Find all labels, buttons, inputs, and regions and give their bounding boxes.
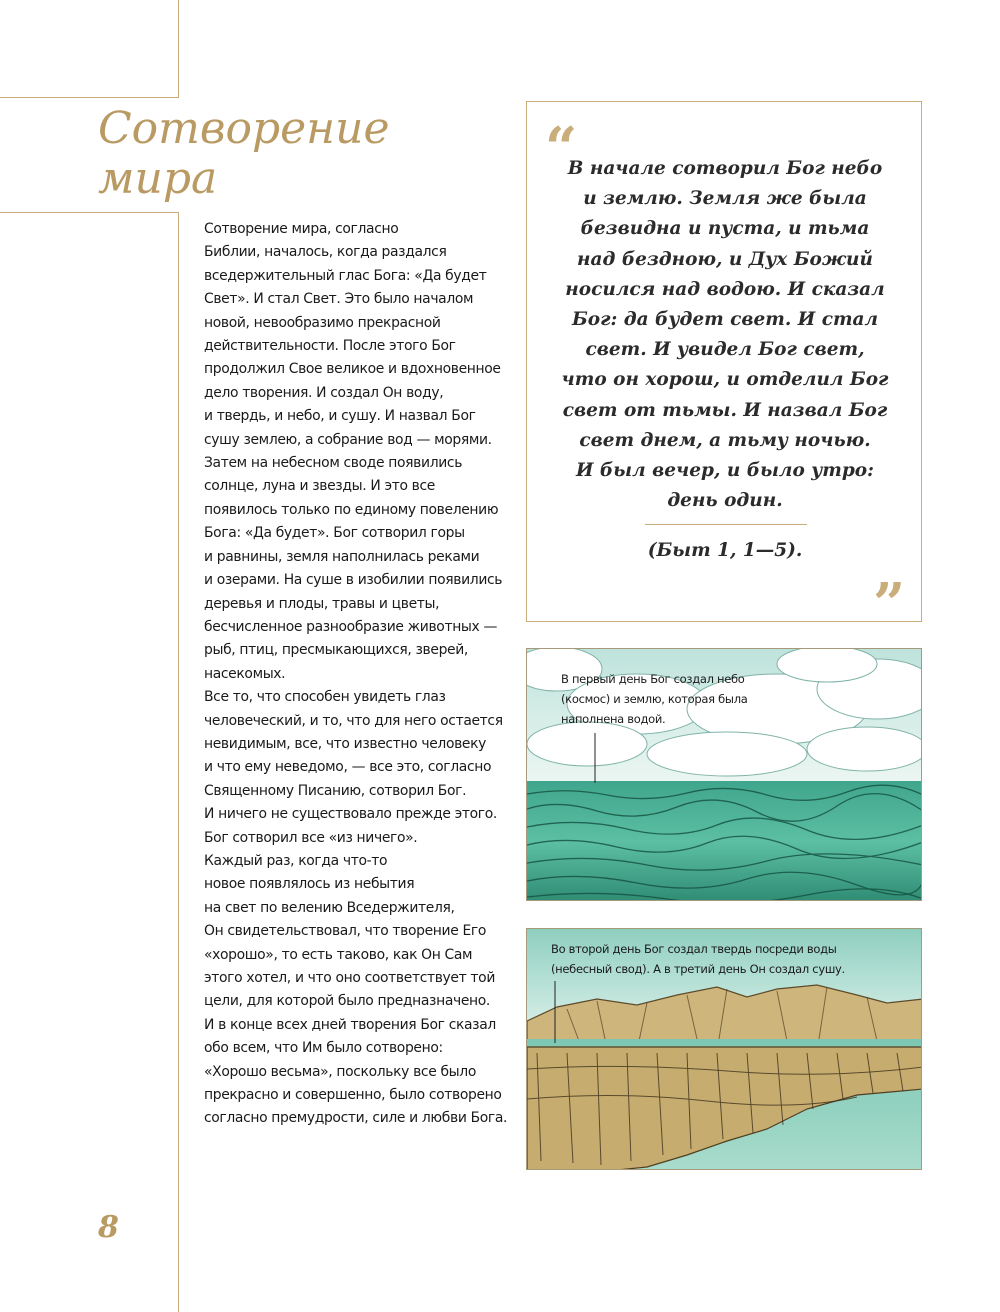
- left-column-vertical-rule: [178, 212, 179, 1312]
- body-line: дело творения. И создал Он воду,: [204, 384, 444, 401]
- caption-line: наполнена водой.: [561, 712, 666, 726]
- caption-line: Во второй день Бог создал твердь посреди воды: [551, 942, 837, 956]
- body-line: новое появлялось из небытия: [204, 876, 415, 893]
- title-line-2: мира: [98, 153, 218, 204]
- body-line: прекрасно и совершенно, было сотворено: [204, 1087, 502, 1104]
- title-line-1: Сотворение: [98, 103, 390, 154]
- quote-line: свет днем, а тьму ночью.: [579, 429, 871, 451]
- quote-line: что он хорош, и отделил Бог: [561, 369, 889, 391]
- body-line: Затем на небесном своде появились: [204, 455, 463, 472]
- body-line: Бог сотворил все «из ничего».: [204, 829, 418, 846]
- land-illustration-caption: [551, 939, 845, 979]
- body-line: этого хотел, и что оно соответствует той: [204, 970, 495, 986]
- body-line: цели, для которой было предназначено.: [204, 993, 490, 1010]
- scripture-reference: (Быт 1, 1—5).: [647, 540, 803, 561]
- quote-line: и землю. Земля же была: [583, 188, 867, 210]
- body-line: Свет». И стал Свет. Это было началом: [204, 291, 474, 308]
- quote-line: В начале сотворил Бог небо: [567, 158, 883, 179]
- body-line: Священному Писанию, сотворил Бог.: [204, 782, 467, 799]
- body-line: солнце, луна и звезды. И это все: [204, 478, 435, 495]
- body-line: согласно премудрости, силе и любви Бога.: [204, 1110, 508, 1127]
- quote-line: над бездною, и Дух Божий: [577, 248, 873, 270]
- quote-line: Бог: да будет свет. И стал: [571, 309, 879, 331]
- quote-line: свет. И увидел Бог свет,: [585, 339, 865, 361]
- body-line: бесчисленное разнообразие животных —: [204, 618, 498, 635]
- body-line: Все то, что способен увидеть глаз: [204, 689, 446, 706]
- body-line: «Хорошо весьма», поскольку все было: [204, 1063, 476, 1080]
- body-line: и равнины, земля наполнилась реками: [204, 548, 480, 565]
- body-line: Он свидетельствовал, что творение Его: [204, 923, 487, 940]
- page-title: [98, 104, 390, 204]
- body-line: человеческий, и то, что для него остается: [204, 712, 503, 729]
- open-quote-icon: “: [545, 115, 578, 181]
- body-line: Сотворение мира, согласно: [204, 221, 399, 237]
- body-line: новой, невообразимо прекрасной: [204, 314, 441, 331]
- body-line: на свет по велению Вседержителя,: [204, 899, 455, 916]
- sea-illustration: [526, 648, 922, 901]
- scripture-quote-box: [526, 101, 922, 637]
- body-line: и озерами. На суше в изобилии появились: [204, 572, 503, 589]
- quote-line: безвидна и пуста, и тьма: [580, 218, 870, 240]
- body-line: Библии, началось, когда раздался: [204, 244, 447, 261]
- body-line: обо всем, что Им было сотворено:: [204, 1040, 443, 1057]
- caption-line: (космос) и землю, которая была: [561, 692, 748, 706]
- body-line: насекомых.: [204, 665, 286, 682]
- body-line: вседержительный глас Бога: «Да будет: [204, 267, 487, 284]
- quote-line: И был вечер, и было утро:: [576, 460, 874, 482]
- body-line: «хорошо», то есть таково, как Он Сам: [204, 946, 473, 963]
- scripture-quote-text: [547, 154, 903, 516]
- body-line: продолжил Свое великое и вдохновенное: [204, 361, 501, 378]
- top-left-vertical-rule: [178, 0, 179, 97]
- mid-horizontal-rule: [0, 212, 179, 213]
- body-text: [204, 218, 508, 1131]
- body-line: Каждый раз, когда что-то: [204, 852, 388, 869]
- caption-line: В первый день Бог создал небо: [561, 672, 745, 686]
- sea-illustration-caption: [561, 669, 748, 729]
- land-illustration: [526, 928, 922, 1170]
- page-number: 8: [98, 1210, 119, 1245]
- body-line: И в конце всех дней творения Бог сказал: [204, 1016, 496, 1033]
- body-line: и твердь, и небо, и сушу. И назвал Бог: [204, 408, 476, 425]
- body-line: сушу землею, а собрание вод — морями.: [204, 431, 492, 448]
- body-line: И ничего не существовало прежде этого.: [204, 806, 497, 823]
- body-line: действительности. После этого Бог: [204, 338, 456, 355]
- top-horizontal-rule: [0, 97, 179, 98]
- body-line: Бога: «Да будет». Бог сотворил горы: [204, 525, 465, 542]
- quote-divider: [645, 524, 807, 525]
- body-line: деревья и плоды, травы и цветы,: [204, 595, 440, 612]
- close-quote-icon: ”: [873, 571, 906, 637]
- quote-line: день один.: [667, 490, 783, 512]
- body-line: и что ему неведомо, — все это, согласно: [204, 759, 492, 776]
- caption-line: (небесный свод). А в третий день Он создал сушу.: [551, 962, 845, 976]
- body-line: появилось только по единому повелению: [204, 501, 499, 518]
- body-line: невидимым, все, что известно человеку: [204, 735, 487, 752]
- body-line: рыб, птиц, пресмыкающихся, зверей,: [204, 642, 468, 659]
- quote-line: носился над водою. И сказал: [565, 278, 885, 300]
- quote-line: свет от тьмы. И назвал Бог: [562, 399, 888, 421]
